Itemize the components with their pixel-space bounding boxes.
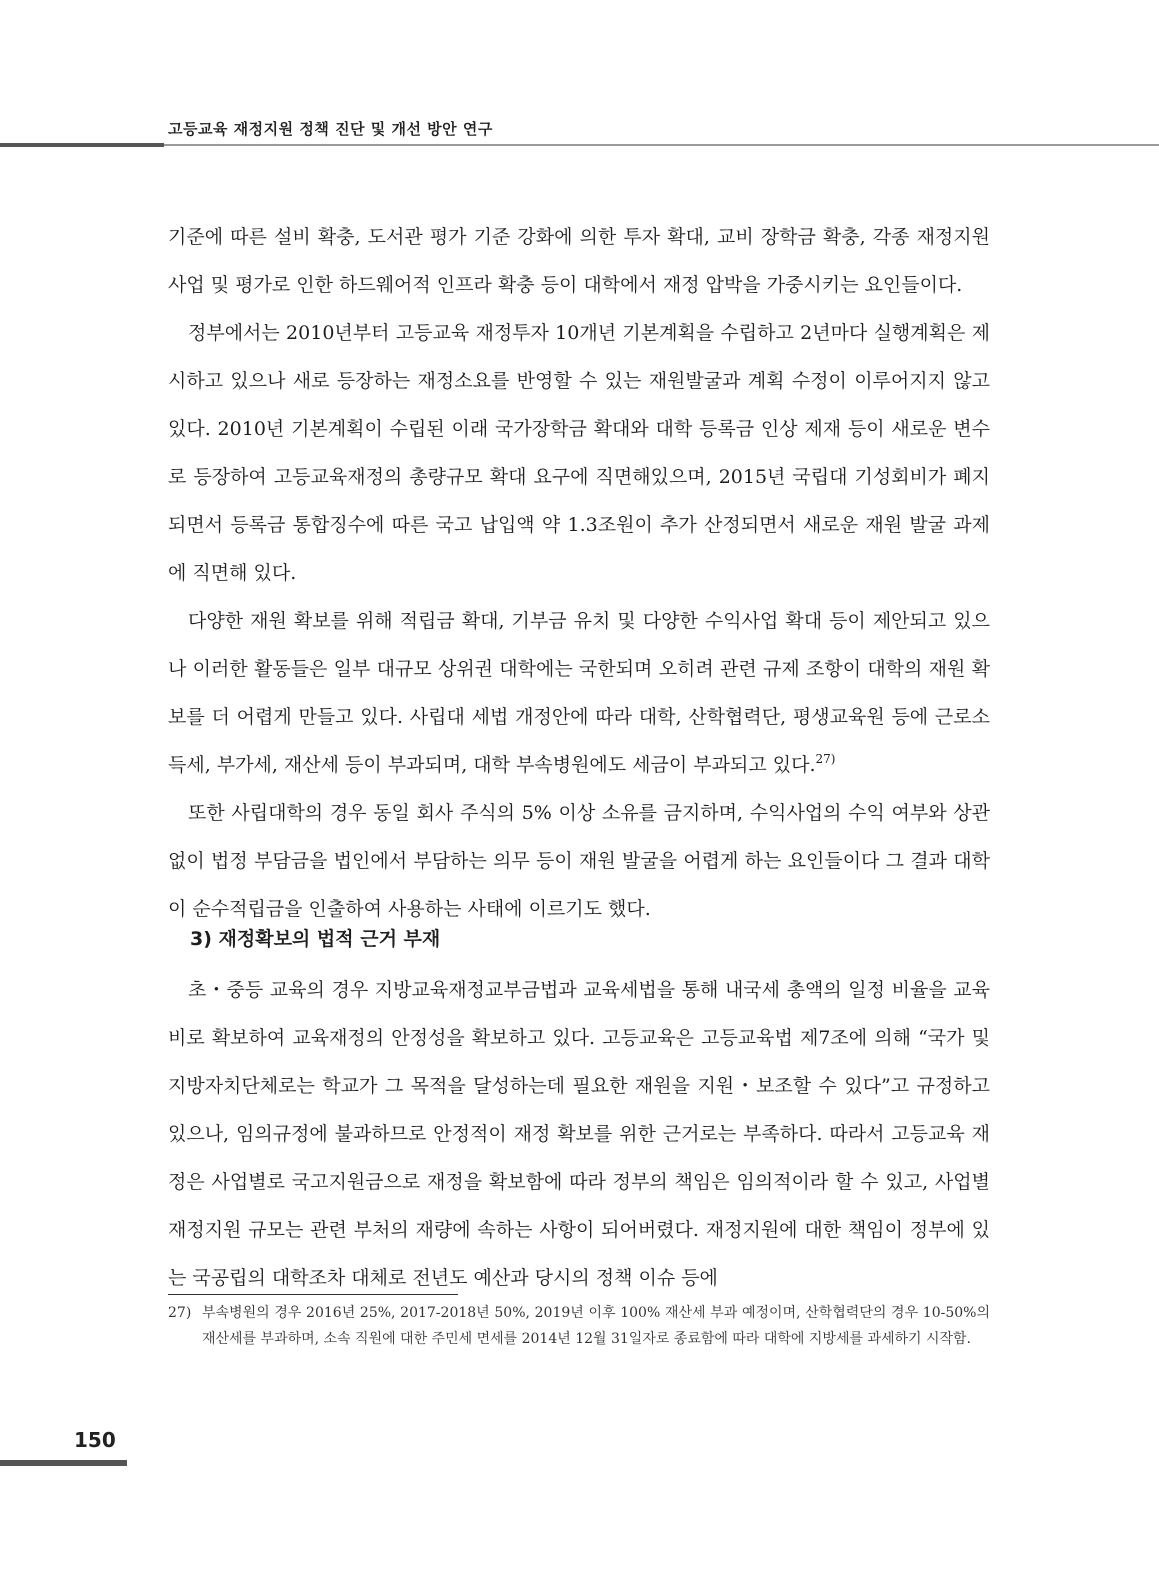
running-header: 고등교육 재정지원 정책 진단 및 개선 방안 연구 (168, 120, 493, 138)
page-number-rule (0, 1460, 127, 1466)
section-heading: 3) 재정확보의 법적 근거 부재 (190, 928, 441, 950)
paragraph-1: 기준에 따른 설비 확충, 도서관 평가 기준 강화에 의한 투자 확대, 교비 장학금 확충, 각종 재정지원사업 및 평가로 인한 하드웨어적 인프라 확충 등이 대학에서 재정 압박을 가중시키는 요인들이다. (168, 226, 990, 296)
paragraph-3 (168, 597, 990, 789)
body-text-top (168, 213, 990, 933)
header-rule-accent (0, 143, 164, 147)
footnote-number: 27) (168, 1305, 192, 1321)
footnote-rule (168, 1294, 458, 1295)
paragraph-2: 정부에서는 2010년부터 고등교육 재정투자 10개년 기본계획을 수립하고 2년마다 실행계획은 제시하고 있으나 새로 등장하는 재정소요를 반영할 수 있는 재원발굴과 계획 수정이 이루어지지 않고 있다. 2010년 기본계획이 수립된 이래 국가장학금 확대와 대학 등록금 인상 제재 등이 새로운 변수로 등장하여 고등교육재정의 총량규모 확대 요구에 직면해있으며, 2015년 국립대 기성회비가 폐지되면서 등록금 통합징수에 따른 국고 납입액 약 1.3조원이 추가 산정되면서 새로운 재원 발굴 과제에 직면해 있다. (168, 322, 990, 584)
body-text-bottom (168, 966, 990, 1302)
paragraph-4: 또한 사립대학의 경우 동일 회사 주식의 5% 이상 소유를 금지하며, 수익사업의 수익 여부와 상관없이 법정 부담금을 법인에서 부담하는 의무 등이 재원 발굴을 어렵게 하는 요인들이다 그 결과 대학이 순수적립금을 인출하여 사용하는 사태에 이르기도 했다. (168, 802, 990, 920)
paragraph-3-text: 다양한 재원 확보를 위해 적립금 확대, 기부금 유치 및 다양한 수익사업 확대 등이 제안되고 있으나 이러한 활동들은 일부 대규모 상위권 대학에는 국한되며 오히려 관련 규제 조항이 대학의 재원 확보를 더 어렵게 만들고 있다. 사립대 세법 개정안에 따라 대학, 산학협력단, 평생교육원 등에 근로소득세, 부가세, 재산세 등이 부과되며, 대학 부속병원에도 세금이 부과되고 있다. (168, 610, 990, 776)
footnote-text: 부속병원의 경우 2016년 25%, 2017-2018년 50%, 2019년 이후 100% 재산세 부과 예정이며, 산학협력단의 경우 10-50%의 재산세를 부과하며, 소속 직원에 대한 주민세 면세를 2014년 12월 31일자로 종료함에 따라 대학에 지방세를 과세하기 시작함. (202, 1305, 990, 1347)
paragraph-5: 초・중등 교육의 경우 지방교육재정교부금법과 교육세법을 통해 내국세 총액의 일정 비율을 교육비로 확보하여 교육재정의 안정성을 확보하고 있다. 고등교육은 고등교육법 제7조에 의해 “국가 및 지방자치단체로는 학교가 그 목적을 달성하는데 필요한 재원을 지원・보조할 수 있다”고 규정하고 있으나, 임의규정에 불과하므로 안정적이 재정 확보를 위한 근거로는 부족하다. 따라서 고등교육 재정은 사업별로 국고지원금으로 재정을 확보함에 따라 정부의 책임은 임의적이라 할 수 있고, 사업별 재정지원 규모는 관련 부처의 재량에 속하는 사항이 되어버렸다. 재정지원에 대한 책임이 정부에 있는 국공립의 대학조차 대체로 전년도 예산과 당시의 정책 이슈 등에 (168, 979, 990, 1289)
page-number: 150 (74, 1428, 116, 1452)
header-rule (0, 144, 1159, 146)
footnote-reference[interactable]: 27) (815, 752, 836, 766)
footnote (168, 1300, 990, 1352)
